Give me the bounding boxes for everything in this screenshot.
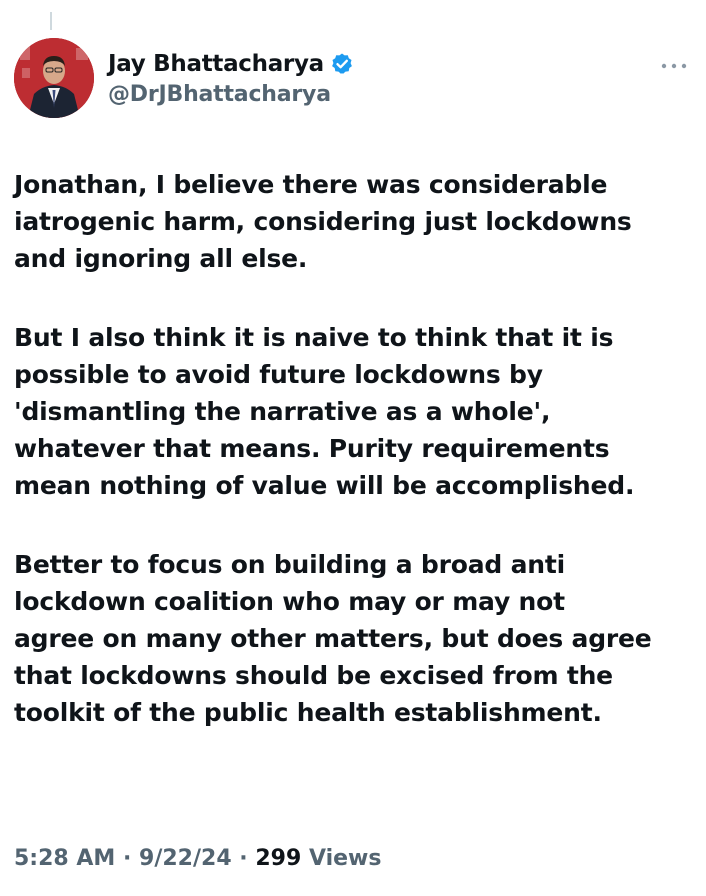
tweet-text (14, 166, 698, 773)
tweet-date[interactable]: 9/22/24 (139, 846, 232, 871)
author-name-row (108, 48, 354, 80)
author-info (108, 48, 354, 107)
views-label[interactable]: Views (308, 846, 382, 871)
author-display-name[interactable]: Jay Bhattacharya (108, 51, 324, 77)
tweet-header (14, 38, 692, 122)
verified-badge-icon[interactable] (330, 52, 354, 76)
tweet-metadata (14, 846, 381, 871)
more-options-icon[interactable] (658, 56, 690, 76)
avatar[interactable] (14, 38, 94, 118)
tweet-time[interactable]: 5:28 AM (14, 846, 116, 871)
tweet-paragraph: Better to focus on building a broad anti lockdown coalition who may or may not agree on many other matters, but does agree that lockdowns should be excised from the toolkit of the public health establishment. (14, 550, 652, 727)
avatar-image (14, 38, 94, 118)
meta-separator: · (122, 846, 132, 871)
tweet-paragraph: Jonathan, I believe there was considerable iatrogenic harm, considering just lockdowns and ignoring all else. (14, 170, 632, 273)
thread-connector-line (50, 12, 52, 30)
meta-separator: · (239, 846, 248, 871)
views-count[interactable]: 299 (255, 846, 302, 871)
tweet-paragraph: But I also think it is naive to think that it is possible to avoid future lockdowns by 'dismantling the narrative as a whole', whatever that means. Purity requirements mean nothing of value will be accomplished. (14, 323, 635, 500)
author-handle[interactable]: @DrJBhattacharya (108, 82, 331, 107)
